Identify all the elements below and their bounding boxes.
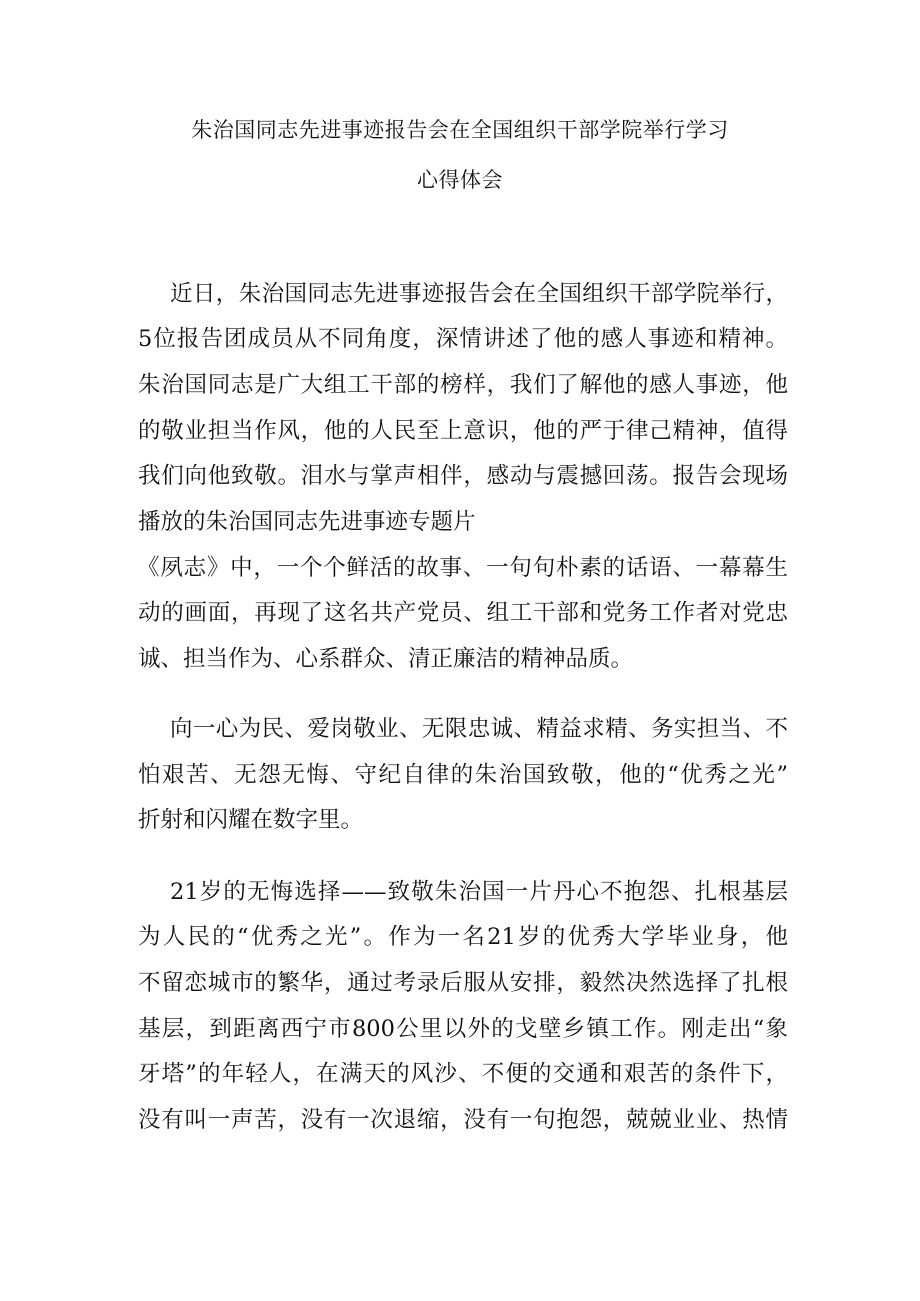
paragraph-1-line-3: 朱治国同志是广大组工干部的榜样，我们了解他的感人事迹，他 — [138, 372, 788, 398]
paragraph-3-line-1: 21岁的无悔选择——致敬朱治国一片丹心不抱怨、扎根基层 — [170, 879, 788, 905]
paragraph-1-line-6: 播放的朱治国同志先进事迹专题片 — [138, 509, 476, 535]
paragraph-1-line-9: 诚、担当作为、心系群众、清正廉洁的精神品质。 — [138, 646, 634, 672]
paragraph-3-line-4: 基层，到距离西宁市800公里以外的戈壁乡镇工作。刚走出“象 — [138, 1016, 788, 1042]
paragraph-1-line-1: 近日，朱治国同志先进事迹报告会在全国组织干部学院举行， — [170, 281, 788, 307]
paragraph-2-line-1: 向一心为民、爱岗敬业、无限忠诚、精益求精、务实担当、不 — [170, 716, 788, 742]
paragraph-3-line-2: 为人民的“优秀之光”。作为一名21岁的优秀大学毕业身，他 — [138, 924, 788, 950]
paragraph-1-line-4: 的敬业担当作风，他的人民至上意识，他的严于律己精神，值得 — [138, 418, 788, 444]
paragraph-2-line-2: 怕艰苦、无怨无悔、守纪自律的朱治国致敬，他的“优秀之光” — [138, 762, 788, 788]
paragraph-3-line-6: 没有叫一声苦，没有一次退缩，没有一句抱怨，兢兢业业、热情 — [138, 1107, 788, 1133]
document-subtitle: 心得体会 — [417, 168, 503, 192]
paragraph-1-line-7: 《夙志》中，一个个鲜活的故事、一句句朴素的话语、一幕幕生 — [137, 555, 788, 581]
paragraph-1-line-8: 动的画面，再现了这名共产党员、组工干部和党务工作者对党忠 — [138, 600, 788, 626]
document-title: 朱治国同志先进事迹报告会在全国组织干部学院举行学习 — [191, 118, 729, 142]
paragraph-3-line-3: 不留恋城市的繁华，通过考录后服从安排，毅然决然选择了扎根 — [138, 970, 788, 996]
paragraph-3-line-5: 牙塔”的年轻人，在满天的风沙、不便的交通和艰苦的条件下， — [138, 1061, 788, 1087]
paragraph-1-line-2: 5位报告团成员从不同角度，深情讲述了他的感人事迹和精神。 — [138, 326, 788, 352]
paragraph-1-line-5: 我们向他致敬。泪水与掌声相伴，感动与震撼回荡。报告会现场 — [138, 463, 788, 489]
paragraph-2-line-3: 折射和闪耀在数字里。 — [138, 807, 364, 833]
